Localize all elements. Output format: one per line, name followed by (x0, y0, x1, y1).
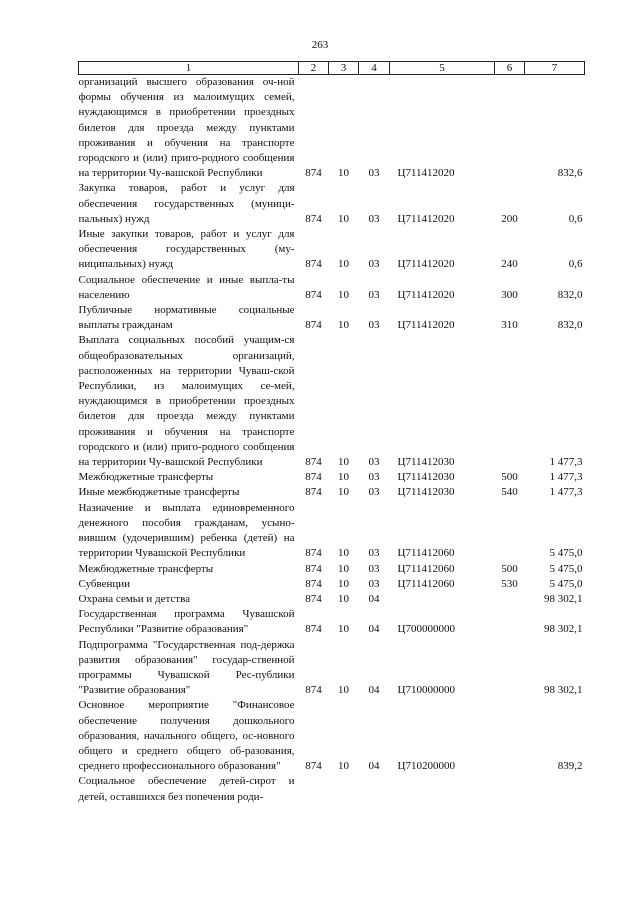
row-expense-type (495, 774, 525, 804)
row-expense-type (495, 75, 525, 182)
row-section-code: 10 (338, 562, 349, 575)
row-section-code: 10 (338, 258, 349, 271)
row-expense-type: 240 (501, 258, 518, 271)
row-target-article: Ц711412020 (397, 258, 455, 271)
row-target-article: Ц711412060 (397, 547, 455, 560)
page-number: 263 (311, 39, 329, 51)
table-row (79, 774, 585, 804)
table-row (79, 303, 585, 333)
row-grbs-code: 874 (305, 258, 322, 271)
row-name: организаций высшего образования оч-ной формы обучения из малоимущих семей, нуждающимся в приобретении проездных билетов для проезда между пунктами проживания и обучения на транспорте городского и (или) приго-родного сообщения на территории Чу-вашской Республики (78, 76, 295, 180)
row-expense-type (495, 638, 525, 699)
row-target-article: Ц711412060 (397, 562, 455, 575)
row-section-code: 10 (338, 547, 349, 560)
header-col-1: 1 (79, 62, 299, 75)
row-expense-type (495, 501, 525, 562)
row-subsection-code: 03 (368, 486, 380, 499)
row-subsection-code: 03 (368, 167, 380, 180)
row-expense-type (495, 698, 525, 774)
table-row (79, 592, 585, 607)
row-name: Иные межбюджетные трансферты (78, 486, 240, 499)
row-name: Межбюджетные трансферты (78, 471, 214, 484)
row-grbs-code: 874 (305, 592, 322, 605)
row-name: Охрана семьи и детства (78, 592, 191, 605)
row-name: Иные закупки товаров, работ и услуг для обеспечения государственных (му-ниципальных) нужд (78, 228, 295, 271)
row-section-code: 10 (338, 319, 349, 332)
row-section-code (329, 774, 359, 804)
row-grbs-code: 874 (305, 212, 322, 225)
row-target-article: Ц711412060 (397, 577, 455, 590)
row-section-code: 10 (338, 623, 349, 636)
row-expense-type: 540 (501, 486, 518, 499)
row-name: Публичные нормативные социальные выплаты гражданам (78, 304, 295, 332)
row-subsection-code: 04 (368, 592, 380, 605)
row-name: Подпрограмма "Государственная под-держка развития образования" государ-ственной программы Чувашской Рес-публики "Развитие образования" (78, 638, 295, 697)
row-amount (525, 774, 585, 804)
row-expense-type: 500 (501, 562, 518, 575)
row-grbs-code: 874 (305, 760, 322, 773)
row-expense-type: 300 (501, 288, 518, 301)
table-row (79, 333, 585, 470)
row-expense-type (495, 607, 525, 637)
header-col-7: 7 (525, 62, 585, 75)
table-row (79, 577, 585, 592)
header-col-2: 2 (299, 62, 329, 75)
row-name: Выплата социальных пособий учащим-ся общеобразовательных организаций, расположенных на территории Чуваш-ской Республики, из малоимущих се-мей, нуждающимся в приобретении проездных билетов для проезда между пунктами проживания и обучения на транспорте городского и (или) приго-родного сообщения на территории Чу-вашской Республики (78, 334, 295, 469)
row-subsection-code: 03 (368, 288, 380, 301)
row-expense-type (495, 592, 525, 607)
row-amount: 1 477,3 (549, 486, 583, 499)
row-section-code: 10 (338, 288, 349, 301)
row-name: Основное мероприятие "Финансовое обеспечение получения дошкольного образования, начального общего, ос-новного общего и среднего общего об-разования, среднего профессионального образования" (78, 699, 295, 773)
row-name: Государственная программа Чувашской Республики "Развитие образования" (78, 608, 295, 636)
table-row (79, 638, 585, 699)
row-target-article: Ц711412030 (397, 456, 455, 469)
table-body (79, 75, 585, 805)
row-grbs-code: 874 (305, 319, 322, 332)
row-amount: 98 302,1 (544, 684, 583, 697)
header-col-5: 5 (390, 62, 495, 75)
row-grbs-code: 874 (305, 471, 322, 484)
header-col-4: 4 (359, 62, 390, 75)
row-target-article: Ц710000000 (397, 684, 455, 697)
row-target-article: Ц711412020 (397, 167, 455, 180)
row-subsection-code: 03 (368, 319, 380, 332)
row-section-code: 10 (338, 592, 349, 605)
row-target-article: Ц711412020 (397, 319, 455, 332)
row-target-article: Ц710200000 (397, 760, 455, 773)
budget-table (78, 61, 585, 805)
row-amount: 5 475,0 (549, 562, 583, 575)
row-amount: 5 475,0 (549, 577, 583, 590)
row-expense-type: 500 (501, 471, 518, 484)
row-amount: 0,6 (568, 212, 583, 225)
row-expense-type (495, 333, 525, 470)
row-target-article (390, 774, 495, 804)
row-target-article: Ц711412020 (397, 212, 455, 225)
row-section-code: 10 (338, 684, 349, 697)
row-grbs-code: 874 (305, 577, 322, 590)
header-col-6: 6 (495, 62, 525, 75)
row-name: Назначение и выплата единовременного денежного пособия гражданам, усыно-вившим (удочерившим) ребенка (детей) на территории Чувашской Республики (78, 501, 295, 560)
table-row (79, 273, 585, 303)
table-row (79, 181, 585, 227)
row-target-article: Ц700000000 (397, 623, 455, 636)
row-subsection-code: 03 (368, 456, 380, 469)
row-expense-type: 310 (501, 319, 518, 332)
row-section-code: 10 (338, 212, 349, 225)
row-grbs-code: 874 (305, 167, 322, 180)
row-subsection-code: 03 (368, 547, 380, 560)
row-subsection-code (359, 774, 390, 804)
row-subsection-code: 03 (368, 212, 380, 225)
row-amount: 1 477,3 (549, 456, 583, 469)
row-amount: 5 475,0 (549, 547, 583, 560)
row-subsection-code: 03 (368, 258, 380, 271)
row-amount: 832,0 (557, 319, 583, 332)
table-row (79, 227, 585, 273)
row-grbs-code: 874 (305, 456, 322, 469)
row-name: Субвенции (78, 577, 131, 590)
row-section-code: 10 (338, 577, 349, 590)
row-section-code: 10 (338, 471, 349, 484)
table-header (79, 62, 585, 75)
header-col-3: 3 (329, 62, 359, 75)
row-target-article (390, 592, 495, 607)
row-subsection-code: 03 (368, 562, 380, 575)
row-grbs-code: 874 (305, 547, 322, 560)
row-grbs-code: 874 (305, 486, 322, 499)
row-subsection-code: 04 (368, 623, 380, 636)
table-row (79, 607, 585, 637)
row-grbs-code (299, 774, 329, 804)
table-row (79, 698, 585, 774)
table-row (79, 75, 585, 182)
row-name: Закупка товаров, работ и услуг для обеспечения государственных (муници-пальных) нужд (78, 182, 295, 225)
row-name: Социальное обеспечение детей-сирот и детей, оставшихся без попечения роди- (78, 775, 295, 803)
row-target-article: Ц711412020 (397, 288, 455, 301)
row-target-article: Ц711412030 (397, 471, 455, 484)
row-subsection-code: 03 (368, 577, 380, 590)
row-expense-type: 200 (501, 212, 518, 225)
row-amount: 98 302,1 (544, 623, 583, 636)
table-row (79, 485, 585, 500)
table-row (79, 501, 585, 562)
row-amount: 0,6 (568, 258, 583, 271)
row-amount: 832,6 (557, 167, 583, 180)
row-amount: 1 477,3 (549, 471, 583, 484)
row-section-code: 10 (338, 760, 349, 773)
row-subsection-code: 04 (368, 760, 380, 773)
row-grbs-code: 874 (305, 562, 322, 575)
row-target-article: Ц711412030 (397, 486, 455, 499)
table-row (79, 470, 585, 485)
row-grbs-code: 874 (305, 684, 322, 697)
row-subsection-code: 03 (368, 471, 380, 484)
row-name: Межбюджетные трансферты (78, 562, 214, 575)
row-subsection-code: 04 (368, 684, 380, 697)
row-amount: 832,0 (557, 288, 583, 301)
row-section-code: 10 (338, 456, 349, 469)
row-section-code: 10 (338, 167, 349, 180)
row-grbs-code: 874 (305, 288, 322, 301)
table-row (79, 562, 585, 577)
row-name: Социальное обеспечение и иные выпла-ты населению (78, 273, 295, 301)
row-grbs-code: 874 (305, 623, 322, 636)
row-expense-type: 530 (501, 577, 518, 590)
row-amount: 839,2 (557, 760, 583, 773)
row-section-code: 10 (338, 486, 349, 499)
row-amount: 98 302,1 (544, 592, 583, 605)
header-row (79, 62, 585, 75)
